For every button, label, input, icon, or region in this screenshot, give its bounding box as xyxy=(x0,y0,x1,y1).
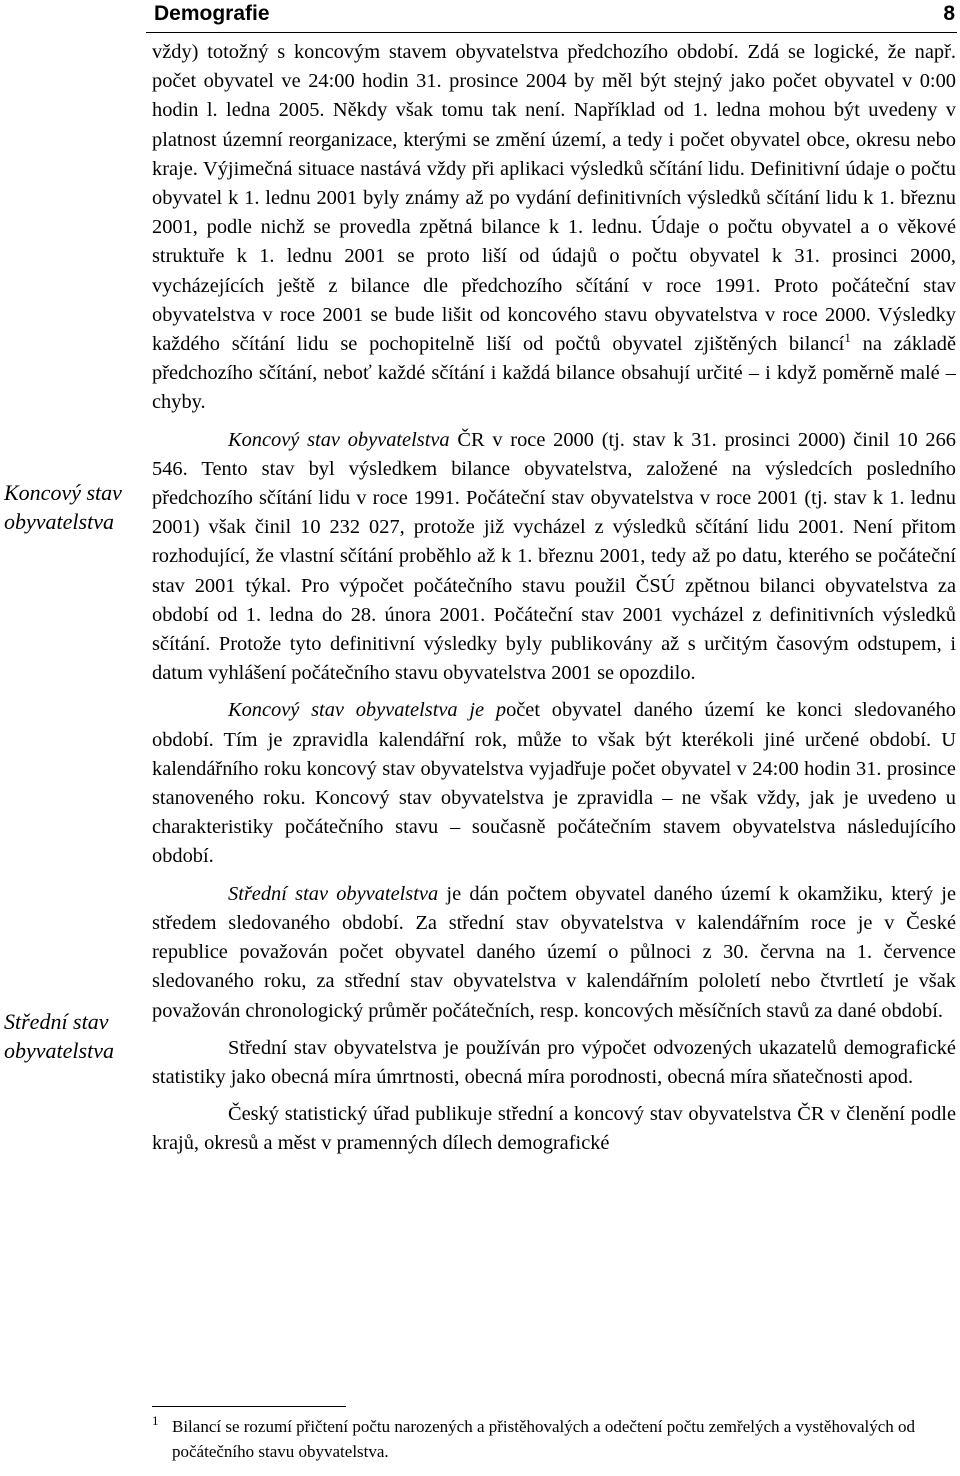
term-koncovy-stav: Koncový stav obyvatelstva xyxy=(228,428,450,451)
footnote-ref[interactable]: 1 xyxy=(844,330,851,346)
page-header xyxy=(146,0,957,33)
paragraph-5: Střední stav obyvatelstva je používán pro výpočet odvozených ukazatelů demografické statistiky jako obecná míra úmrtnosti, obecná míra porodnosti, obecná míra sňatečnosti apod. xyxy=(152,1036,956,1088)
footnote-separator xyxy=(152,1406,346,1407)
footnote-mark: 1 xyxy=(152,1413,159,1428)
margin-note-koncovy-stav: Koncový stav obyvatelstva xyxy=(4,480,122,534)
paragraph-4: Střední stav obyvatelstva je dán počtem obyvatel daného území k okamžiku, který je středem sledovaného období. Za střední stav obyvatelstva v kalendářním roce je v České republice považován počet obyvatel daného území o půlnoci z 30. června na 1. července sledovaného roku, za střední stav obyvatelstva v kalendářním pololetí nebo čtvrtletí je však považován chronologický průměr počátečních, resp. koncových měsíčních stavů za dané období. xyxy=(152,882,956,1022)
paragraph-1: vždy) totožný s koncovým stavem obyvatelstva předchozího období. Zdá se logické, že např. počet obyvatel ve 24:00 hodin 31. prosince 2004 by měl být stejný jako počet obyvatel v 0:00 hodin l. ledna 2005. Někdy však tomu tak není. Například od 1. ledna mohou být uvedeny v platnost územní reorganizace, kterými se změní území, a tedy i počet obyvatel obce, okresu nebo kraje. Výjimečná situace nastává vždy při aplikaci výsledků sčítání lidu. Definitivní údaje o počtu obyvatel k 1. lednu 2001 byly známy až po vydání definitivních výsledků sčítání lidu k 1. březnu 2001, podle nichž se provedla zpětná bilance k 1. lednu. Údaje o počtu obyvatel a o věkové struktuře k 1. lednu 2001 se proto liší od údajů o počtu obyvatel k 31. prosinci 2000, vycházejících ještě z bilance dle předchozího sčítání v roce 1991. Proto počáteční stav obyvatelstva v roce 2001 se bude lišit od koncového stavu obyvatelstva v roce 2000. Výsledky každého sčítání lidu se pochopitelně liší od počtů obyvatel zjištěných bilancí$^1$ na základě předchozího sčítání, neboť každé sčítání i každá bilance obsahují určité – i když poměrně malé – chyby. xyxy=(152,41,956,414)
footnote-text: Bilancí se rozumí přičtení počtu narozených a přistěhovalých a odečtení počtu zemřelých a vystěhovalých od počátečního stavu obyvatelstva. xyxy=(172,1417,916,1461)
term-koncovy-stav-def: Koncový stav obyvatelstva je p xyxy=(228,699,507,722)
term-stredni-stav: Střední stav obyvatelstva xyxy=(228,882,439,905)
paragraph-3: Koncový stav obyvatelstva je počet obyvatel daného území ke konci sledovaného období. Tím je zpravidla kalendářní rok, může to však být kterékoli jiné určené období. U kalendářního roku koncový stav obyvatelstva vyjadřuje počet obyvatel v 24:00 hodin 31. prosince stanoveného roku. Koncový stav obyvatelstva je zpravidla – ne však vždy, jak je uvedeno u charakteristiky počátečního stavu – současně počátečním stavem obyvatelstva následujícího období. xyxy=(152,699,956,868)
margin-note-stredni-stav: Střední stav obyvatelstva xyxy=(4,1009,114,1063)
page-number: 8 xyxy=(943,2,955,25)
paragraph-6: Český statistický úřad publikuje střední a koncový stav obyvatelstva ČR v členění podle krajů, okresů a měst v pramenných dílech demografické xyxy=(152,1103,956,1155)
header-title: Demografie xyxy=(154,2,270,25)
footnote xyxy=(152,1414,956,1464)
main-text xyxy=(152,38,956,1167)
paragraph-2: Koncový stav obyvatelstva ČR v roce 2000 (tj. stav k 31. prosinci 2000) činil 10 266 546. Tento stav byl výsledkem bilance obyvatelstva, založené na výsledcích posledního předchozího sčítání lidu v roce 1991. Počáteční stav obyvatelstva v roce 2001 (tj. stav k 1. lednu 2001) však činil 10 232 027, protože již vycházel z výsledků sčítání lidu 2001. Není přitom rozhodující, že vlastní sčítání proběhlo až k 1. březnu 2001, tedy až po datu, kterého se počáteční stav 2001 týkal. Pro výpočet počátečního stavu použil ČSÚ zpětnou bilanci obyvatelstva za období od 1. ledna do 28. února 2001. Počáteční stav 2001 vycházel z definitivních výsledků sčítání. Protože tyto definitivní výsledky byly publikovány až s určitým časovým odstupem, i datum vyhlášení počátečního stavu obyvatelstva 2001 se opozdilo. xyxy=(152,428,956,685)
